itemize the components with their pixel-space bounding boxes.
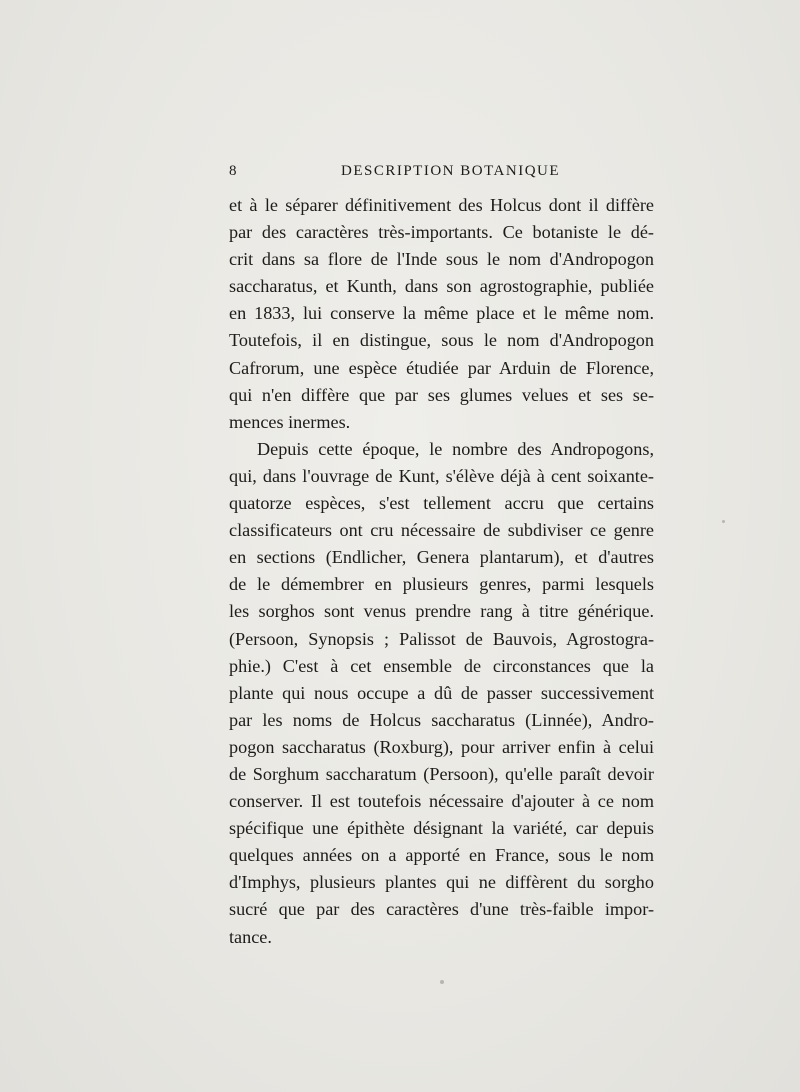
- text-line: en sections (Endlicher, Genera plantarum), et d'autres: [229, 547, 654, 568]
- text-line: les sorghos sont venus prendre rang à titre générique.: [229, 601, 654, 622]
- text-line: conserver. Il est toutefois nécessaire d'ajouter à ce nom: [229, 791, 654, 812]
- text-line: classificateurs ont cru nécessaire de subdiviser ce genre: [229, 520, 654, 541]
- text-line: sucré que par des caractères d'une très-faible impor-: [229, 899, 654, 920]
- text-line: et à le séparer définitivement des Holcus dont il diffère: [229, 195, 654, 215]
- text-line: crit dans sa flore de l'Inde sous le nom d'Andropogon: [229, 249, 654, 270]
- text-line: par les noms de Holcus saccharatus (Linnée), Andro-: [229, 709, 654, 730]
- text-line: spécifique une épithète désignant la variété, car depuis: [229, 818, 654, 839]
- text-line: Cafrorum, une espèce étudiée par Arduin de Florence,: [229, 357, 654, 378]
- text-line: qui, dans l'ouvrage de Kunt, s'élève déjà à cent soixante-: [229, 465, 654, 486]
- text-line: d'Imphys, plusieurs plantes qui ne diffèrent du sorgho: [229, 872, 654, 893]
- text-line: mences inermes.: [229, 411, 351, 432]
- ink-speck: [722, 520, 725, 523]
- text-line: pogon saccharatus (Roxburg), pour arriver enfin à celui: [229, 736, 654, 757]
- text-line: plante qui nous occupe a dû de passer successivement: [229, 682, 654, 703]
- text-line: de Sorghum saccharatum (Persoon), qu'elle paraît devoir: [229, 763, 654, 784]
- text-line: de le démembrer en plusieurs genres, parmi lesquels: [229, 574, 654, 595]
- ink-speck: [440, 980, 444, 984]
- text-line: par des caractères très-importants. Ce botaniste le dé-: [229, 222, 654, 243]
- text-line: qui n'en diffère que par ses glumes velues et ses se-: [229, 384, 654, 405]
- body-text: [229, 192, 654, 951]
- text-line: Toutefois, il en distingue, sous le nom d'Andropogon: [229, 330, 654, 351]
- text-line: quelques années on a apporté en France, sous le nom: [229, 845, 654, 866]
- text-line: phie.) C'est à cet ensemble de circonstances que la: [229, 655, 654, 676]
- text-line: Depuis cette époque, le nombre des Andropogons,: [257, 438, 654, 459]
- running-title: DESCRIPTION BOTANIQUE: [341, 163, 561, 179]
- page-header: [229, 163, 654, 187]
- text-line: (Persoon, Synopsis ; Palissot de Bauvois, Agrostogra-: [229, 628, 654, 649]
- text-line: en 1833, lui conserve la même place et le même nom.: [229, 303, 654, 324]
- page-number: 8: [229, 163, 238, 179]
- text-line: quatorze espèces, s'est tellement accru que certains: [229, 493, 654, 514]
- text-line: saccharatus, et Kunth, dans son agrostographie, publiée: [229, 276, 654, 297]
- text-line: tance.: [229, 926, 272, 947]
